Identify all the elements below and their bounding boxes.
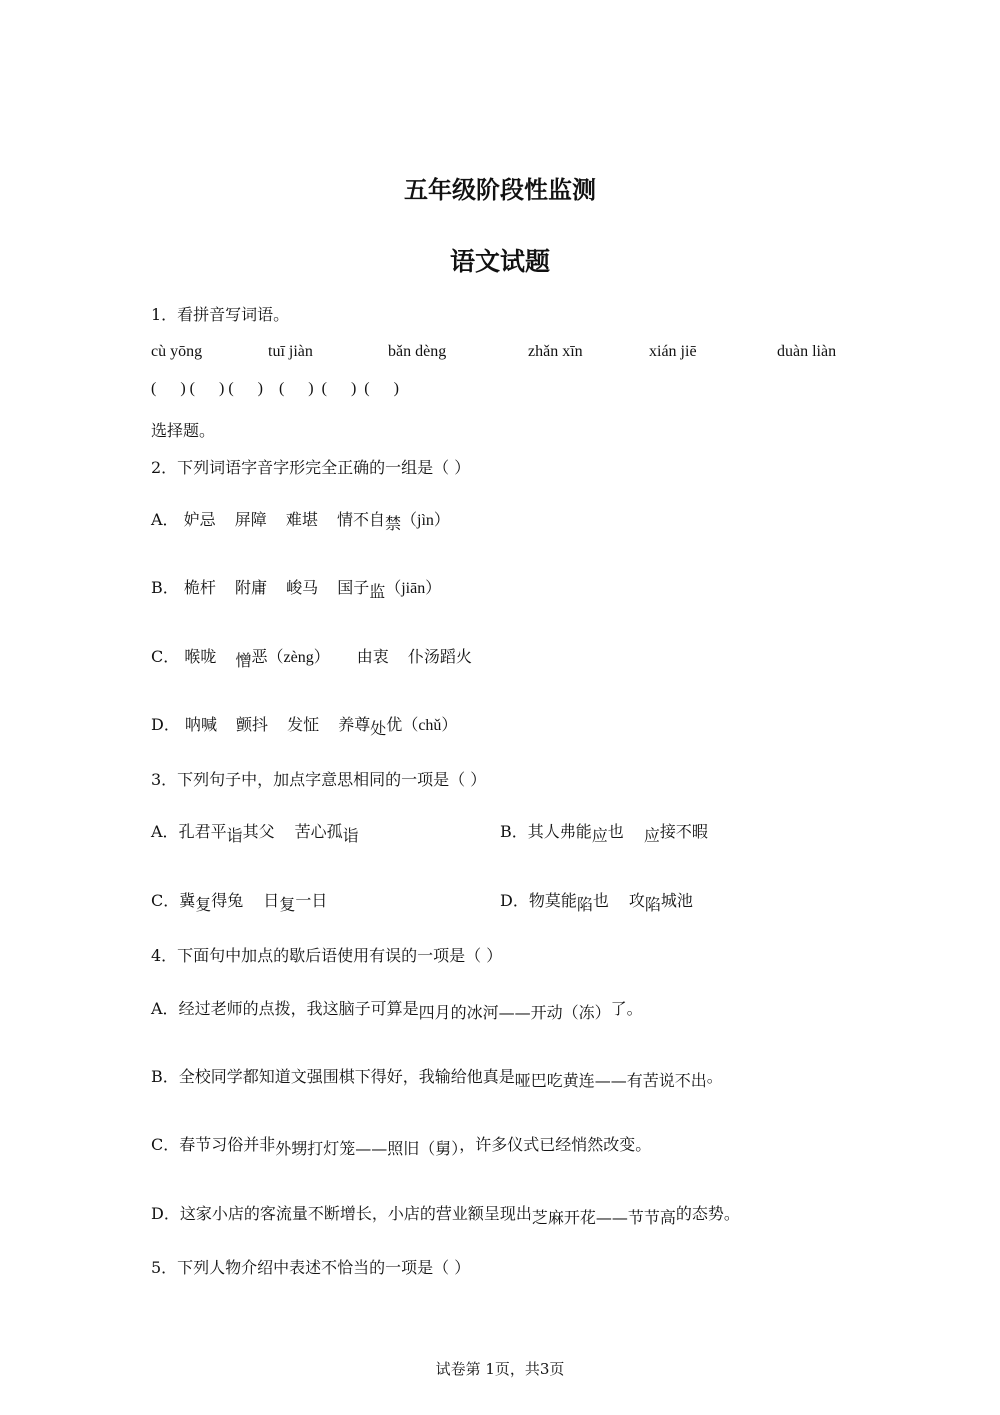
marked-char: 复 xyxy=(195,895,212,914)
q2-option-c xyxy=(151,645,472,670)
option-word: 难堪 xyxy=(285,510,318,529)
marked-char: 诣 xyxy=(226,826,243,845)
option-text: 这家小店的客流量不断增长，小店的营业额呈现出 xyxy=(179,1204,532,1223)
option-word: 附庸 xyxy=(234,578,267,597)
option-text: 经过老师的点拨，我这脑子可算是 xyxy=(178,999,419,1018)
page-title: 五年级阶段性监测 xyxy=(404,176,596,204)
marked-char: 复 xyxy=(279,895,296,914)
option-label: B． xyxy=(500,822,528,841)
question-2-prompt: 2．下列词语字音字形完全正确的一组是（ ） xyxy=(151,458,471,477)
option-label: B． xyxy=(151,1067,179,1086)
q3-option-b xyxy=(500,820,708,844)
q3-option-c xyxy=(151,889,327,913)
question-1-prompt: 1．看拼音写词语。 xyxy=(151,305,290,324)
marked-char: 应 xyxy=(591,826,608,845)
pinyin-item: bǎn dèng xyxy=(388,343,447,360)
question-5-prompt: 5．下列人物介绍中表述不恰当的一项是（ ） xyxy=(151,1258,471,1277)
option-label: D． xyxy=(151,1204,180,1223)
pinyin-item: xián jiē xyxy=(649,343,697,360)
option-pinyin: （chǔ） xyxy=(402,717,458,734)
option-text: 孔君平 xyxy=(178,822,227,841)
option-label: C． xyxy=(151,1135,180,1154)
option-word: 屏障 xyxy=(234,510,267,529)
page-subtitle: 语文试题 xyxy=(449,247,550,276)
option-word: 颤抖 xyxy=(236,715,269,734)
option-label: D． xyxy=(500,891,529,910)
q2-option-b xyxy=(151,576,441,601)
marked-char: 禁 xyxy=(385,514,402,533)
option-text: 其父 xyxy=(242,822,275,841)
option-text: 苦心孤 xyxy=(294,822,343,841)
pinyin-item: zhǎn xīn xyxy=(528,343,583,360)
q3-option-a xyxy=(151,820,359,844)
option-word: 喉咙 xyxy=(184,647,217,666)
question-3-prompt: 3．下列句子中，加点字意思相同的一项是（ ） xyxy=(151,770,487,789)
option-text: 日 xyxy=(263,891,280,910)
pinyin-item: duàn liàn xyxy=(777,343,837,360)
marked-char: 应 xyxy=(643,826,660,845)
option-text: 了。 xyxy=(610,999,643,1018)
option-word: 呐喊 xyxy=(184,715,217,734)
option-text: 物莫能 xyxy=(528,891,577,910)
option-text: ，许多仪式已经悄然改变。 xyxy=(459,1135,652,1154)
q4-option-d xyxy=(151,1202,740,1226)
section-label: 选择题。 xyxy=(151,421,216,440)
option-text: 全校同学都知道文强围棋下得好，我输给他真是 xyxy=(178,1067,515,1086)
marked-phrase: 外甥打灯笼——照旧（舅） xyxy=(275,1139,460,1158)
marked-phrase: 芝麻开花——节节高 xyxy=(531,1208,676,1227)
option-word: 国子 xyxy=(337,578,370,597)
option-text: 城池 xyxy=(660,891,693,910)
option-text: 。 xyxy=(706,1067,723,1086)
page-footer: 试卷第 1页，共3页 xyxy=(435,1360,565,1378)
answer-blanks: ( ) ( ) ( ) ( ) ( ) ( ) xyxy=(151,380,399,397)
q3-option-d xyxy=(500,889,693,913)
option-word: 发怔 xyxy=(287,715,320,734)
marked-phrase: 四月的冰河——开动（冻） xyxy=(418,1003,611,1022)
option-word: 情不自 xyxy=(336,510,385,529)
option-text: 春节习俗并非 xyxy=(179,1135,276,1154)
option-label: D． xyxy=(151,715,180,734)
marked-char: 诣 xyxy=(342,826,359,845)
marked-char: 陷 xyxy=(576,895,593,914)
option-word: 优 xyxy=(386,715,403,734)
option-word: 妒忌 xyxy=(183,510,216,529)
option-word: 桅杆 xyxy=(183,578,216,597)
option-label: A． xyxy=(151,510,179,529)
option-pinyin: （jiān） xyxy=(385,580,442,597)
option-text: 得兔 xyxy=(211,891,244,910)
option-text: 攻 xyxy=(628,891,645,910)
option-word: 恶 xyxy=(251,647,268,666)
option-text: 一日 xyxy=(295,891,328,910)
pinyin-item: cù yōng xyxy=(151,343,203,360)
q2-option-a xyxy=(151,508,450,533)
marked-char: 监 xyxy=(369,582,386,601)
option-text: 的态势。 xyxy=(675,1204,740,1223)
option-label: C． xyxy=(151,647,180,666)
option-text: 冀 xyxy=(179,891,196,910)
option-pinyin: （jìn） xyxy=(401,512,450,529)
option-word: 峻马 xyxy=(286,578,319,597)
option-word: 养尊 xyxy=(338,715,371,734)
option-text: 也 xyxy=(607,822,624,841)
q4-option-a xyxy=(151,997,643,1021)
option-pinyin: （zèng） xyxy=(267,649,330,666)
marked-char: 陷 xyxy=(644,895,661,914)
option-label: A． xyxy=(151,999,179,1018)
question-4-prompt: 4．下面句中加点的歇后语使用有误的一项是（ ） xyxy=(151,946,503,965)
q4-option-c xyxy=(151,1133,651,1157)
marked-phrase: 哑巴吃黄连——有苦说不出 xyxy=(514,1071,707,1090)
option-text: 也 xyxy=(592,891,609,910)
option-label: C． xyxy=(151,891,180,910)
option-word: 由衷 xyxy=(356,647,389,666)
option-label: A． xyxy=(151,822,179,841)
q4-option-b xyxy=(151,1065,723,1089)
pinyin-item: tuī jiàn xyxy=(268,343,313,360)
option-text: 接不暇 xyxy=(659,822,708,841)
option-label: B． xyxy=(151,578,179,597)
option-text: 其人弗能 xyxy=(527,822,592,841)
option-word: 仆汤蹈火 xyxy=(407,647,472,666)
q2-option-d xyxy=(151,713,457,738)
marked-char: 憎 xyxy=(235,651,252,670)
marked-char: 处 xyxy=(370,719,387,738)
